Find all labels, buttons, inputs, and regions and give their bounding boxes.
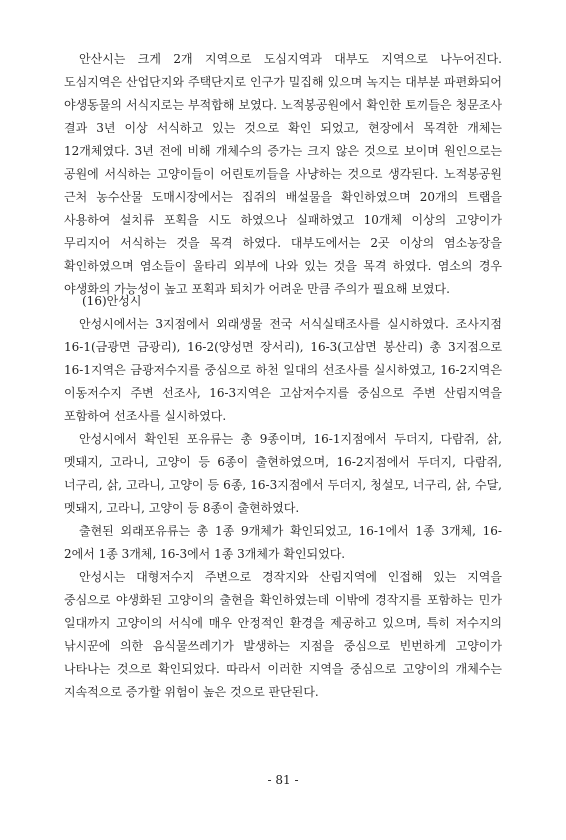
section-heading: (16)안성시: [82, 294, 142, 308]
ansan-section: [64, 48, 502, 301]
ansan-paragraph: 안산시는 크게 2개 지역으로 도심지역과 대부도 지역으로 나누어진다. 도심지역은 산업단지와 주택단지로 인구가 밀집해 있으며 녹지는 대부분 파편화되어 야생동물의 서식지로는 부적합해 보였다. 노적봉공원에서 확인한 토끼들은 청문조사 결과 3년 이상 서식하고 있는 것으로 확인 되었고, 현장에서 목격한 개체는 12개체였다. 3년 전에 비해 개체수의 증가는 크지 않은 것으로 보이며 원인으로는 공원에 서식하는 고양이들이 어린토끼들을 사냥하는 것으로 생각된다. 노적봉공원 근처 농수산물 도매시장에서는 집쥐의 배설물을 확인하였으며 20개의 트랩을 사용하여 설치류 포획을 시도 하였으나 실패하였고 10개체 이상의 고양이가 무리지어 서식하는 것을 목격 하였다. 대부도에서는 2곳 이상의 염소농장을 확인하였으며 염소들이 울타리 외부에 나와 있는 것을 목격 하였다. 염소의 경우 야생화의 가능성이 높고 포획과 퇴치가 어려운 만큼 주의가 필요해 보였다.: [64, 52, 502, 296]
anseong-section: [64, 313, 502, 704]
anseong-heading-block: [64, 290, 502, 313]
anseong-paragraph-alien: 출현된 외래포유류는 총 1종 9개체가 확인되었고, 16-1에서 1종 3개체, 16-2에서 1종 3개체, 16-3에서 1종 3개체가 확인되었다.: [64, 524, 502, 561]
anseong-paragraph-survey: 안성시에서는 3지점에서 외래생물 전국 서식실태조사를 실시하였다. 조사지점 16-1(금광면 금광리), 16-2(양성면 장서리), 16-3(고삼면 봉산리) 총 3지점으로 16-1지역은 금광저수지를 중심으로 하천 일대의 선조사를 실시하였고, 16-2지역은 이동저수지 주변 선조사, 16-3지역은 고삼저수지를 중심으로 주변 산림지역을 포함하여 선조사를 실시하였다.: [64, 317, 502, 423]
anseong-paragraph-mammals: 안성시에서 확인된 포유류는 총 9종이며, 16-1지점에서 두더지, 다람쥐, 삵, 멧돼지, 고라니, 고양이 등 6종이 출현하였으며, 16-2지점에서 두더지, 다람쥐, 너구리, 삵, 고라니, 고양이 등 6종, 16-3지점에서 두더지, 청설모, 너구리, 삵, 수달, 멧돼지, 고라니, 고양이 등 8종이 출현하였다.: [64, 432, 502, 515]
page-number: - 81 -: [267, 773, 299, 787]
anseong-paragraph-conclusion: 안성시는 대형저수지 주변으로 경작지와 산림지역에 인접해 있는 지역을 중심으로 야생화된 고양이의 출현을 확인하였는데 이밖에 경작지를 포함하는 민가 일대까지 고양이의 서식에 매우 안정적인 환경을 제공하고 있으며, 특히 저수지의 낚시꾼에 의한 음식물쓰레기가 발생하는 지점을 중심으로 빈번하게 고양이가 나타나는 것으로 확인되었다. 따라서 이러한 지역을 중심으로 고양이의 개체수는 지속적으로 증가할 위험이 높은 것으로 판단된다.: [64, 570, 502, 699]
